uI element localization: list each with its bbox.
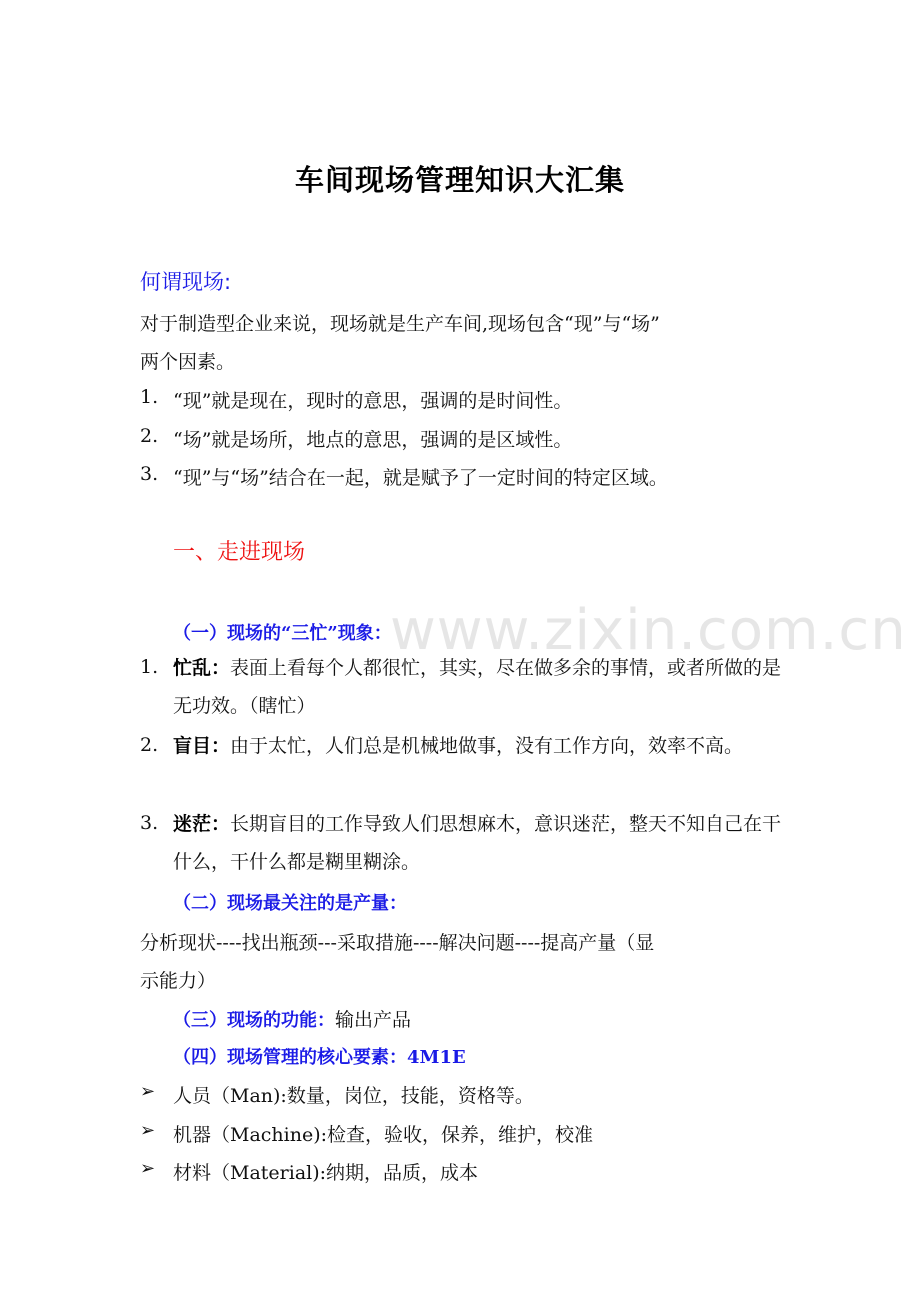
phenomenon-term: 忙乱： (173, 657, 231, 679)
definition-point-num: 2. (140, 425, 159, 447)
phenomenon-text: 由于太忙，人们总是机械地做事，没有工作方向，效率不高。 (230, 735, 744, 757)
arrow-bullet-icon: ➢ (140, 1158, 156, 1179)
definition-intro-line1: 对于制造型企业来说，现场就是生产车间,现场包含“现”与“场” (140, 313, 660, 335)
function-value: 输出产品 (335, 1009, 412, 1031)
phenomenon-term: 迷茫： (173, 813, 231, 835)
phenomenon-num: 2. (140, 734, 159, 756)
arrow-bullet-icon: ➢ (140, 1081, 156, 1102)
definition-point-text: “现”与“场”结合在一起，就是赋予了一定时间的特定区域。 (173, 467, 668, 489)
section-heading: 一、走进现场 (173, 540, 306, 565)
subsection-heading: （四）现场管理的核心要素：4M1E (173, 1047, 466, 1068)
phenomenon-num: 3. (140, 812, 159, 834)
watermark: www.zixin.com.cn (390, 598, 907, 663)
definition-intro-line2: 两个因素。 (140, 351, 236, 373)
phenomenon-item (173, 805, 783, 881)
phenomenon-text: 长期盲目的工作导致人们思想麻木，意识迷茫，整天不知自己在干什么，干什么都是糊里糊涂。 (173, 813, 782, 873)
arrow-bullet-icon: ➢ (140, 1120, 156, 1141)
definition-point-num: 3. (140, 463, 159, 485)
core-element-item: 材料（Material):纳期，品质，成本 (173, 1162, 479, 1184)
subsection-heading (173, 1005, 411, 1032)
function-heading: （三）现场的功能： (173, 1010, 335, 1031)
core-element-item: 人员（Man):数量，岗位，技能，资格等。 (173, 1085, 534, 1107)
definition-point-num: 1. (140, 386, 159, 408)
subsection-heading: （二）现场最关注的是产量： (173, 893, 407, 914)
production-flow-line2: 示能力） (140, 970, 217, 992)
subsection-heading: （一）现场的“三忙”现象： (173, 623, 392, 644)
phenomenon-text: 表面上看每个人都很忙，其实，尽在做多余的事情，或者所做的是无功效。（瞎忙） (173, 657, 782, 717)
page-title: 车间现场管理知识大汇集 (294, 163, 625, 197)
definition-point-text: “现”就是现在，现时的意思，强调的是时间性。 (173, 390, 573, 412)
core-element-item: 机器（Machine):检查，验收，保养，维护，校准 (173, 1124, 594, 1146)
phenomenon-term: 盲目： (173, 735, 231, 757)
phenomenon-num: 1. (140, 656, 159, 678)
phenomenon-item (173, 727, 783, 765)
production-flow-line1: 分析现状----找出瓶颈---采取措施----解决问题----提高产量（显 (140, 932, 655, 954)
definition-point-text: “场”就是场所，地点的意思，强调的是区域性。 (173, 429, 573, 451)
phenomenon-item (173, 649, 783, 725)
definition-heading: 何谓现场: (140, 270, 232, 294)
